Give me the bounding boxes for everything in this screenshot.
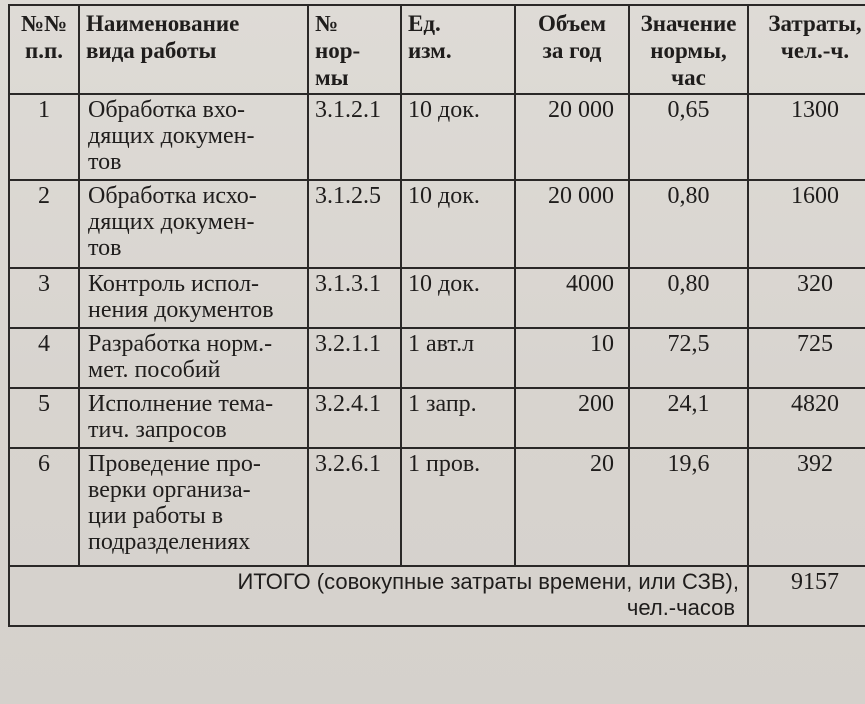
table-row	[9, 328, 865, 388]
row-name-line: Исполнение тема-	[88, 391, 274, 417]
row-cost: 392	[748, 448, 865, 566]
row-unit: 10 док.	[401, 268, 515, 328]
row-value: 24,1	[629, 388, 748, 448]
row-volume: 200	[515, 388, 629, 448]
header-norm-line-3: мы	[315, 65, 349, 90]
row-name-line: дящих докумен-	[88, 209, 255, 235]
row-volume: 20 000	[515, 94, 629, 180]
row-name-line: тов	[88, 235, 122, 261]
header-norm-line-1: №	[315, 11, 339, 36]
row-name-line: дящих докумен-	[88, 123, 255, 149]
header-num-line-1: №№	[20, 11, 68, 36]
row-unit: 1 запр.	[401, 388, 515, 448]
row-norm: 3.1.2.1	[308, 94, 401, 180]
row-name	[79, 268, 308, 328]
row-value: 0,65	[629, 94, 748, 180]
row-name-line: Контроль испол-	[88, 271, 260, 297]
row-num: 6	[9, 448, 79, 566]
row-value: 0,80	[629, 180, 748, 268]
header-unit-line-1: Ед.	[408, 11, 441, 36]
row-cost: 320	[748, 268, 865, 328]
row-name-line: ции работы в	[88, 503, 224, 529]
row-volume: 4000	[515, 268, 629, 328]
row-norm: 3.2.6.1	[308, 448, 401, 566]
table-row	[9, 94, 865, 180]
row-name-line: тич. запросов	[88, 417, 227, 443]
total-row	[9, 566, 865, 626]
row-value: 19,6	[629, 448, 748, 566]
row-name	[79, 388, 308, 448]
row-unit: 10 док.	[401, 180, 515, 268]
header-volume-line-2: за год	[542, 38, 602, 63]
row-norm: 3.2.1.1	[308, 328, 401, 388]
header-unit	[401, 5, 515, 94]
row-name-line: верки организа-	[88, 477, 251, 503]
header-cost-line-1: Затраты,	[768, 11, 862, 36]
row-volume: 10	[515, 328, 629, 388]
row-volume: 20 000	[515, 180, 629, 268]
header-value	[629, 5, 748, 94]
total-label-line-1: ИТОГО (совокупные затраты времени, или СЗВ),	[237, 569, 739, 594]
row-name-line: тов	[88, 149, 122, 175]
table-row	[9, 268, 865, 328]
header-name-line-1: Наименование	[86, 11, 240, 36]
row-num: 1	[9, 94, 79, 180]
header-num-line-2: п.п.	[24, 38, 63, 63]
row-cost: 1600	[748, 180, 865, 268]
header-cost	[748, 5, 865, 94]
header-value-line-3: час	[671, 65, 706, 90]
header-name-line-2: вида работы	[86, 38, 217, 63]
row-name-line: Разработка норм.-	[88, 331, 273, 357]
table-row	[9, 388, 865, 448]
header-volume-line-1: Объем	[537, 11, 607, 36]
header-value-line-2: нормы,	[650, 38, 727, 63]
row-value: 0,80	[629, 268, 748, 328]
row-cost: 1300	[748, 94, 865, 180]
row-num: 3	[9, 268, 79, 328]
header-unit-line-2: изм.	[408, 38, 452, 63]
row-name-line: Обработка исхо-	[88, 183, 257, 209]
row-name-line: нения документов	[88, 297, 274, 323]
table-row	[9, 448, 865, 566]
row-name-line: Обработка вхо-	[88, 97, 245, 123]
total-value: 9157	[748, 566, 865, 626]
row-name	[79, 180, 308, 268]
row-value: 72,5	[629, 328, 748, 388]
header-value-line-1: Значение	[640, 11, 737, 36]
row-name-line: Проведение про-	[88, 451, 261, 477]
row-name	[79, 448, 308, 566]
header-norm-line-2: нор-	[315, 38, 361, 63]
row-name-line: подразделениях	[88, 529, 251, 555]
row-num: 4	[9, 328, 79, 388]
row-cost: 725	[748, 328, 865, 388]
row-norm: 3.2.4.1	[308, 388, 401, 448]
row-unit: 10 док.	[401, 94, 515, 180]
row-num: 5	[9, 388, 79, 448]
row-unit: 1 авт.л	[401, 328, 515, 388]
header-cost-line-2: чел.-ч.	[780, 38, 850, 63]
header-norm	[308, 5, 401, 94]
row-volume: 20	[515, 448, 629, 566]
table-row	[9, 180, 865, 268]
table-header-row	[9, 5, 865, 94]
row-num: 2	[9, 180, 79, 268]
total-label	[9, 566, 748, 626]
header-name	[79, 5, 308, 94]
row-name-line: мет. пособий	[88, 357, 221, 383]
row-norm: 3.1.2.5	[308, 180, 401, 268]
row-norm: 3.1.3.1	[308, 268, 401, 328]
row-unit: 1 пров.	[401, 448, 515, 566]
row-name	[79, 94, 308, 180]
row-name	[79, 328, 308, 388]
work-cost-table	[8, 4, 865, 627]
row-cost: 4820	[748, 388, 865, 448]
header-volume	[515, 5, 629, 94]
header-num	[9, 5, 79, 94]
total-label-line-2: чел.-часов	[626, 595, 735, 620]
